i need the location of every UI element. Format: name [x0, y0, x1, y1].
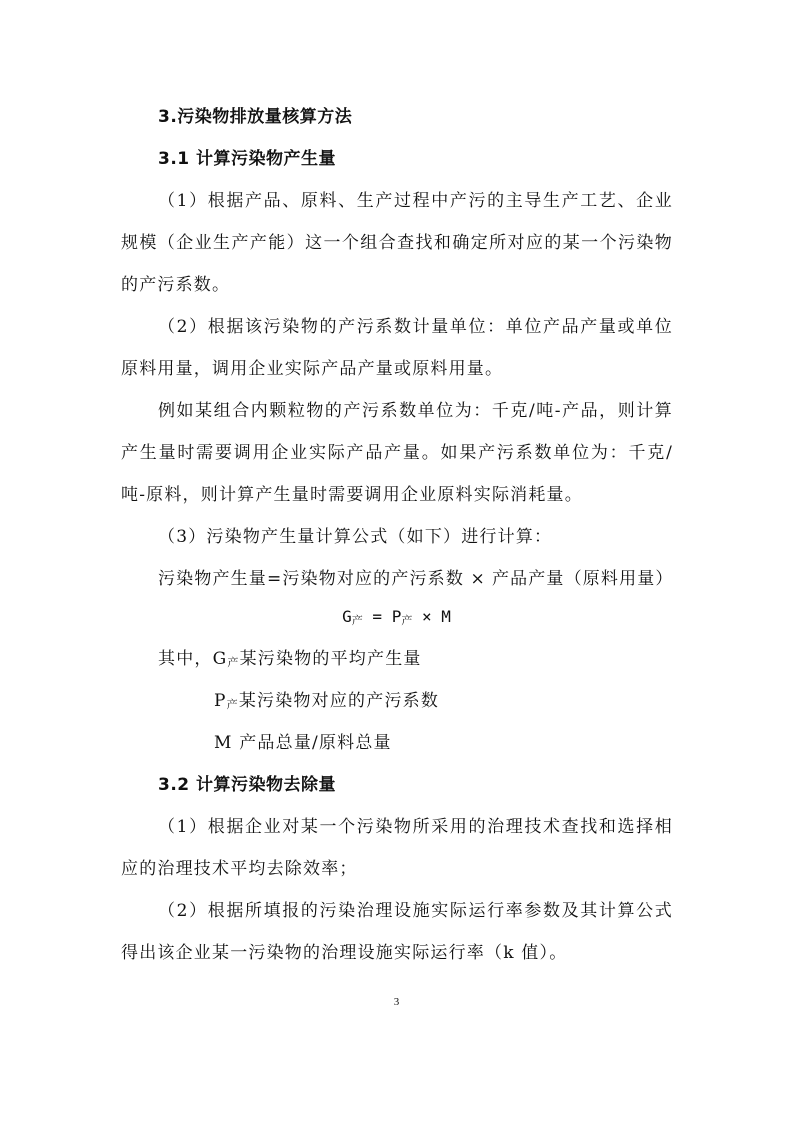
page-number: 3	[393, 996, 400, 1008]
formula-g: G	[342, 607, 352, 626]
paragraph-line: （2）根据该污染物的产污系数计量单位：单位产品产量或单位	[158, 317, 673, 337]
formula	[0, 606, 793, 630]
paragraph-line: （2）根据所填报的污染治理设施实际运行率参数及其计算公式	[158, 901, 673, 921]
paragraph-line: 应的治理技术平均去除效率；	[121, 859, 358, 879]
where-g-label: G	[212, 649, 228, 669]
paragraph-line: 产生量时需要调用企业实际产品产量。如果产污系数单位为：千克/	[121, 443, 673, 463]
formula-p: P	[391, 607, 402, 626]
formula-equals: =	[362, 607, 392, 626]
paragraph-line: （1）根据企业对某一个污染物所采用的治理技术查找和选择相	[158, 817, 673, 837]
paragraph-line: 原料用量，调用企业实际产品产量或原料用量。	[121, 359, 504, 379]
formula-times-m: × M	[412, 607, 451, 626]
paragraph-line: 得出该企业某一污染物的治理设施实际运行率（k 值）。	[121, 943, 568, 963]
paragraph-line: 规模（企业生产产能）这一个组合查找和确定所对应的某一个污染物	[121, 233, 673, 253]
where-m-line	[214, 732, 766, 754]
where-m-label: M	[214, 733, 233, 753]
paragraph-line: 例如某组合内颗粒物的产污系数单位为：千克/吨-产品，则计算	[158, 401, 673, 421]
where-p-desc: 某污染物对应的产污系数	[238, 691, 440, 711]
where-m-desc: 产品总量/原料总量	[232, 733, 392, 753]
where-p-label: P	[214, 691, 227, 711]
section-3-heading: 3.污染物排放量核算方法	[158, 107, 353, 127]
paragraph-line: （1）根据产品、原料、生产过程中产污的主导生产工艺、企业	[158, 191, 673, 211]
where-g-desc: 某污染物的平均产生量	[239, 649, 422, 669]
where-p-line	[214, 690, 766, 714]
where-p-subscript: 产	[226, 698, 239, 711]
paragraph-line: 的产污系数。	[121, 275, 231, 295]
where-g-subscript: 产	[227, 656, 240, 669]
where-intro: 其中，	[158, 649, 213, 669]
section-3-1-heading: 3.1 计算污染物产生量	[158, 149, 337, 169]
section-3-2-heading: 3.2 计算污染物去除量	[158, 775, 337, 795]
paragraph-line: （3）污染物产生量计算公式（如下）进行计算：	[158, 527, 553, 547]
where-g-line	[158, 648, 710, 672]
formula-p-subscript: 产	[401, 614, 413, 627]
paragraph-line: 吨-原料，则计算产生量时需要调用企业原料实际消耗量。	[121, 485, 583, 505]
formula-g-subscript: 产	[351, 614, 363, 627]
formula-description: 污染物产生量=污染物对应的产污系数 × 产品产量（原料用量）	[158, 569, 673, 589]
